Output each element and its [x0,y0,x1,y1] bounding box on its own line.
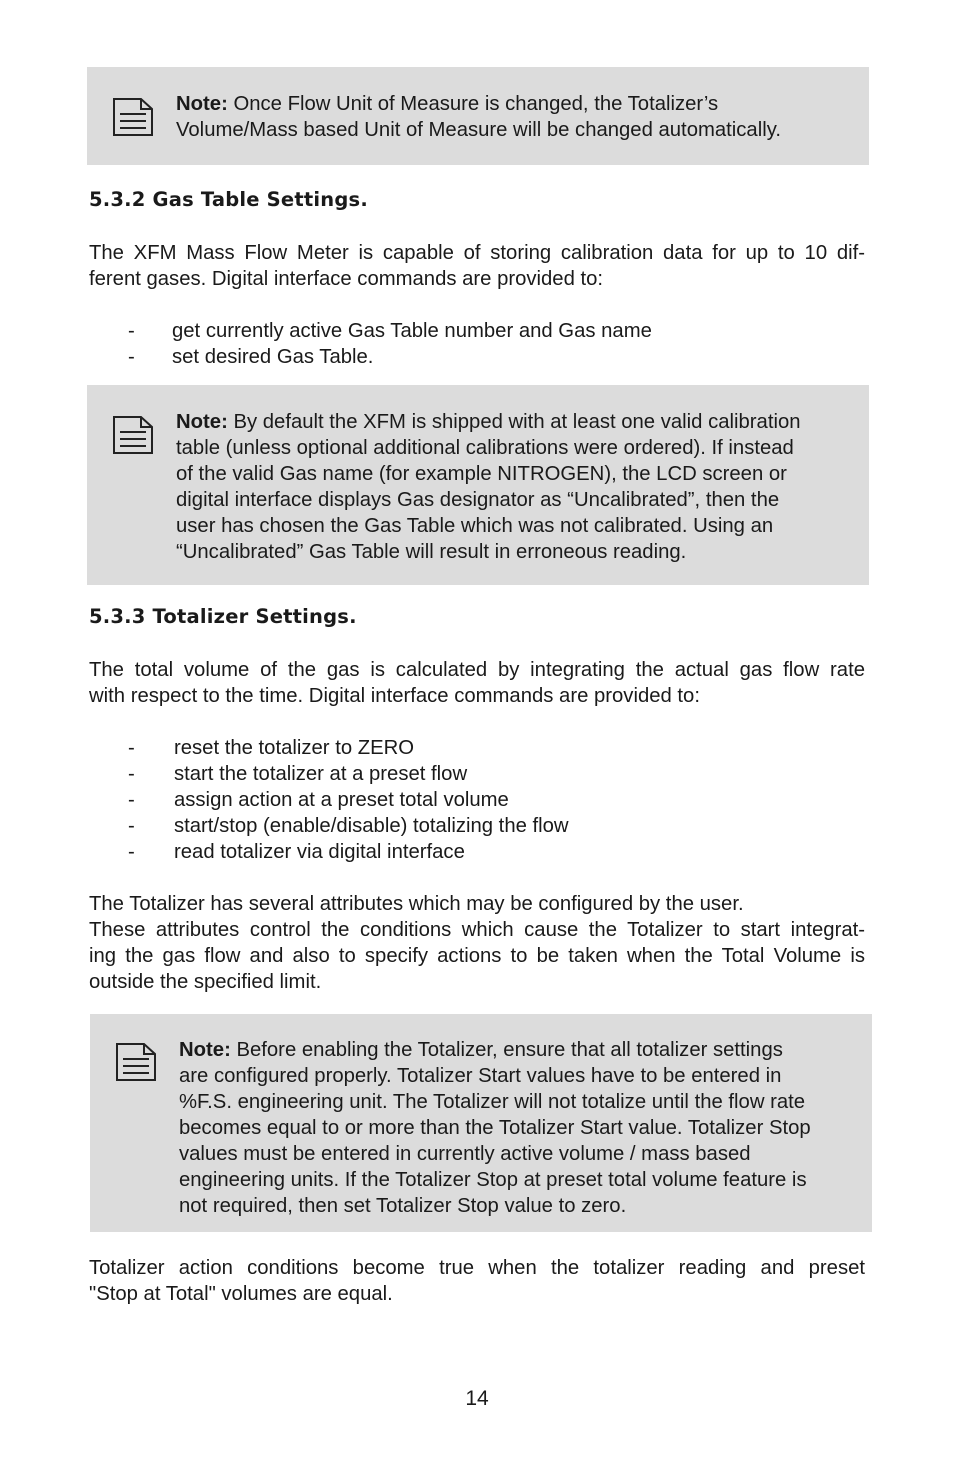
note-label: Note: [176,411,228,433]
note-text: Note: By default the XFM is shipped with at least one valid calibration table (unless optional additional calibrations were ordered). If instead of the valid Gas name (for example NITROGEN), the LCD screen or digital interface displays Gas designator as “Uncalibrated”, then the user has chosen the Gas Table which was not calibrated. Using an “Uncalibrated” Gas Table will result in erroneous reading. [176,411,801,563]
note-text: Note: Before enabling the Totalizer, ensure that all totalizer settings are configured properly. Totalizer Start values have to be entered in %F.S. engineering unit. The Totalizer will not totalize until the flow rate becomes equal to or more than the Totalizer Start value. Totalizer Stop values must be entered in currently active volume / mass based engineering units. If the Totalizer Stop at preset total volume feature is not required, then set Totalizer Stop value to zero. [179,1039,811,1217]
note-text: Note: Once Flow Unit of Measure is changed, the Totalizer’s Volume/Mass based Unit of Measure will be changed automatically. [176,93,781,141]
note-box-default-calibration [87,385,869,585]
note-box-unit-of-measure [87,67,869,165]
section-heading-totalizer: 5.3.3 Totalizer Settings. [89,605,357,628]
list-item: - set desired Gas Table. [128,346,374,368]
page-number: 14 [465,1387,489,1410]
list-item: - read totalizer via digital interface [128,841,465,863]
gas-table-command-list [128,318,652,370]
totalizer-command-list [128,735,569,865]
note-label: Note: [179,1039,231,1061]
note-icon [114,1042,158,1082]
list-item: - start the totalizer at a preset flow [128,763,468,785]
section-heading-gas-table: 5.3.2 Gas Table Settings. [89,188,368,211]
note-label: Note: [176,93,228,115]
list-item: - assign action at a preset total volume [128,789,509,811]
list-item: - reset the totalizer to ZERO [128,737,415,759]
list-item: - start/stop (enable/disable) totalizing the flow [128,815,569,837]
note-icon [111,97,155,137]
totalizer-intro: The total volume of the gas is calculated by integrating the actual gas flow rate with respect to the time. Digital interface commands are provided to: [89,659,865,707]
totalizer-action-paragraph: Totalizer action conditions become true when the totalizer reading and preset "Stop at Total" volumes are equal. [89,1257,865,1305]
gas-table-intro: The XFM Mass Flow Meter is capable of storing calibration data for up to 10 dif- ferent gases. Digital interface commands are provided to: [89,242,865,290]
note-box-totalizer-settings [90,1014,872,1232]
totalizer-attributes-paragraph: The Totalizer has several attributes which may be configured by the user. These attributes control the conditions which cause the Totalizer to start integrat- ing the gas flow and also to specify actions to be taken when the Total Volume is outside the specified limit. [89,893,865,993]
note-icon [111,415,155,455]
list-item: - get currently active Gas Table number and Gas name [128,320,652,342]
